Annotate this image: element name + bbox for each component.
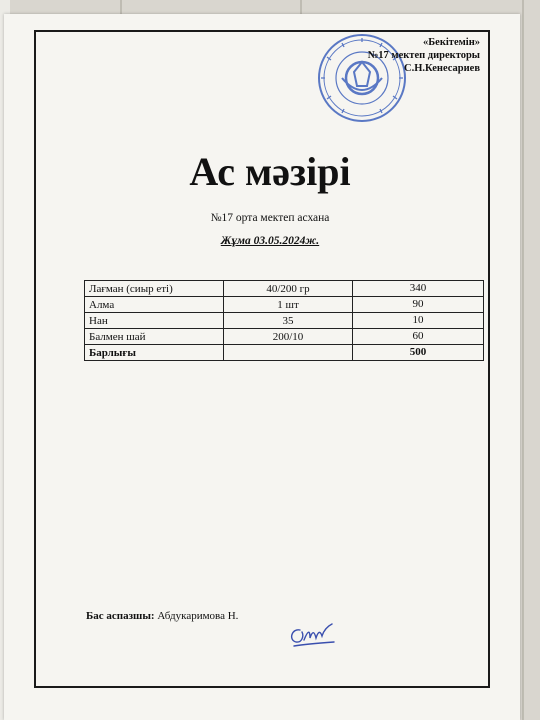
canteen-name: №17 орта мектеп асхана — [210, 212, 330, 224]
total-row — [85, 345, 484, 361]
dish-name: Алма — [85, 297, 224, 313]
dish-portion: 35 — [224, 313, 353, 329]
floor-tile-seam — [300, 0, 302, 14]
handwritten-signature — [286, 620, 338, 650]
approval-line-1: «Бекітемін» — [422, 37, 480, 48]
page-title: Ас мәзірі — [189, 149, 351, 194]
menu-date: Жұма 03.05.2024ж. — [220, 235, 320, 247]
approval-line-3: С.Н.Кенесариев — [404, 63, 480, 74]
table-row — [85, 313, 484, 329]
menu-table — [84, 280, 484, 361]
dish-portion: 200/10 — [224, 329, 353, 345]
dish-portion: 1 шт — [224, 297, 353, 313]
dish-portion: 40/200 гр — [224, 281, 353, 297]
chef-name: Абдукаримова Н. — [157, 610, 239, 622]
table-row — [85, 329, 484, 345]
total-portion — [224, 345, 353, 361]
approval-line-2: №17 мектеп директоры — [367, 50, 480, 61]
dish-name: Нан — [85, 313, 224, 329]
floor-tile-seam — [522, 0, 524, 720]
dish-calories: 10 — [353, 313, 484, 329]
dish-calories: 60 — [353, 329, 484, 345]
chef-signoff — [86, 610, 238, 622]
dish-name: Балмен шай — [85, 329, 224, 345]
total-calories: 500 — [353, 345, 484, 361]
total-label: Барлығы — [85, 345, 224, 361]
approval-block — [330, 36, 480, 75]
table-row — [85, 297, 484, 313]
table-row — [85, 281, 484, 297]
chef-role: Бас аспазшы: — [86, 610, 155, 622]
dish-calories: 90 — [353, 297, 484, 313]
floor-tile-seam — [120, 0, 122, 14]
dish-calories: 340 — [353, 281, 484, 297]
dish-name: Лағман (сиыр еті) — [85, 281, 224, 297]
